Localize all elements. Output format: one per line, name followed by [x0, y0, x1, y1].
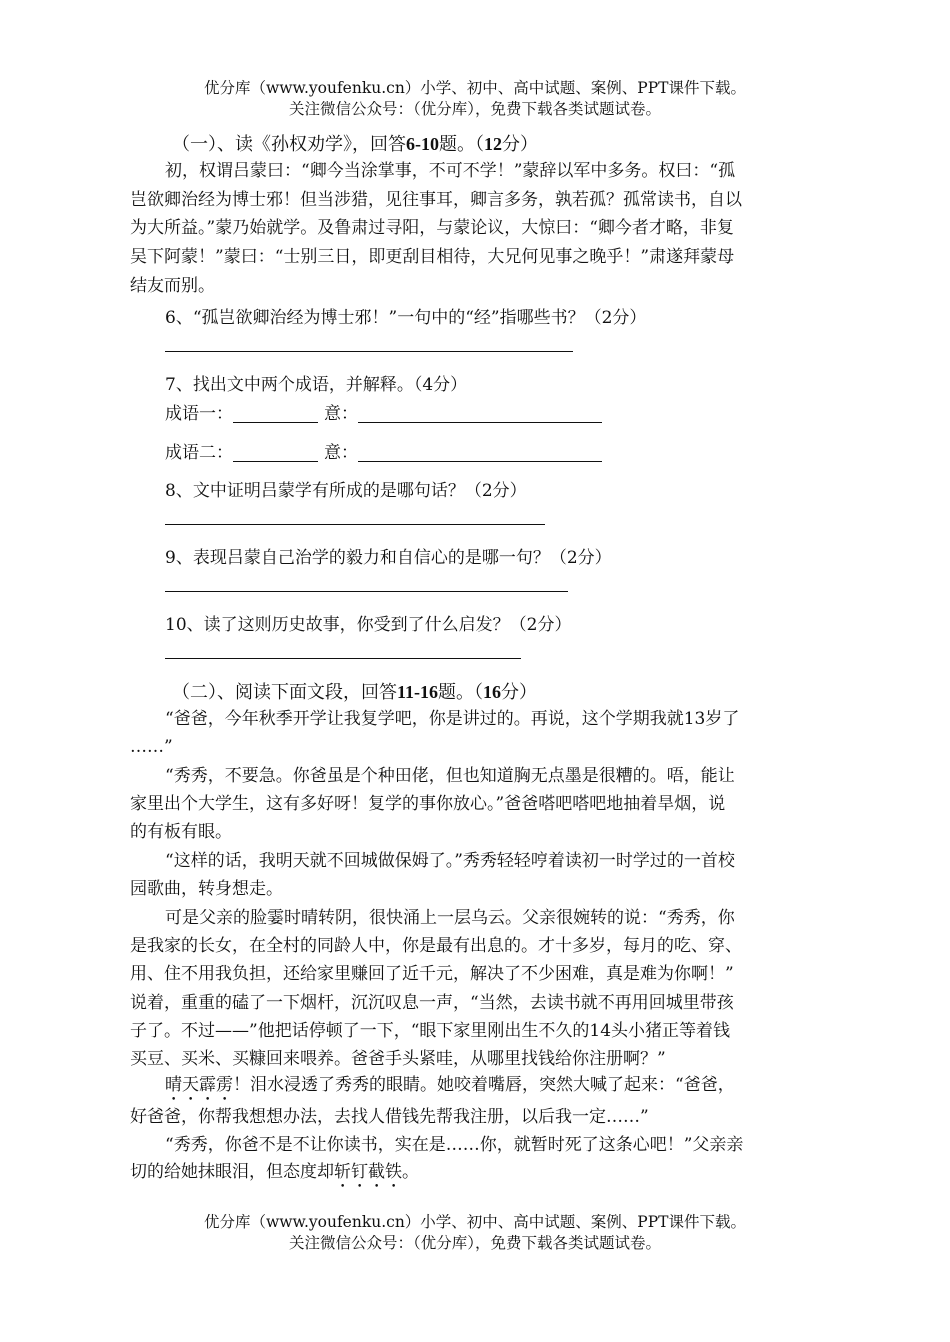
idiom-2-label: 成语二： [165, 443, 233, 463]
meaning-1-label: 意： [324, 404, 358, 424]
section-title-text: 题。（ [438, 682, 484, 703]
answer-line-q6[interactable] [165, 351, 573, 352]
question-range: 11-16 [397, 682, 439, 702]
passage-line: 为大所益。”蒙乃始就学。及鲁肃过寻阳，与蒙论议，大惊曰：“卿今者才略，非复 [130, 218, 734, 238]
passage-line: “爸爸，今年秋季开学让我复学吧，你是讲过的。再说，这个学期我就13岁了 [165, 709, 740, 729]
passage-line: 的有板有眼。 [130, 822, 232, 842]
emphasized-phrase: 晴天霹雳 [165, 1075, 233, 1095]
footer-line-2: 关注微信公众号：（优分库），免费下载各类试题试卷。 [288, 1234, 661, 1252]
answer-line-q10[interactable] [165, 658, 521, 659]
section-1-title [172, 132, 538, 157]
meaning-2-blank[interactable] [358, 443, 602, 462]
section-title-text: （二）、阅读下面文段，回答 [172, 682, 397, 703]
passage-line: 岂欲卿治经为博士邪！但当涉猎，见往事耳，卿言多务，孰若孤？孤常读书，自以 [130, 190, 742, 210]
passage-line: 说着，重重的磕了一下烟杆，沉沉叹息一声，“当然，去读书就不再用回城里带孩 [130, 993, 734, 1013]
header-line-2: 关注微信公众号：（优分库），免费下载各类试题试卷。 [288, 100, 661, 118]
section-score: 16 [483, 682, 502, 702]
passage-line: 子了。不过——”他把话停顿了一下，“眼下家里刚出生不久的14头小猪正等着钱 [130, 1021, 731, 1041]
passage-line: 买豆、买米、买糠回来喂养。爸爸手头紧哇，从哪里找钱给你注册啊？” [130, 1049, 666, 1069]
answer-line-q9[interactable] [165, 591, 568, 592]
passage-line [130, 1160, 419, 1192]
question-9: 9、表现吕蒙自己治学的毅力和自信心的是哪一句？（2分） [165, 548, 612, 568]
passage-line: 是我家的长女，在全村的同龄人中，你是最有出息的。才十多岁，每月的吃、穿、 [130, 936, 742, 956]
idiom-2-row [165, 441, 602, 465]
passage-line [165, 1073, 735, 1105]
question-7: 7、找出文中两个成语，并解释。（4分） [165, 375, 468, 395]
question-8: 8、文中证明吕蒙学有所成的是哪句话？（2分） [165, 481, 527, 501]
passage-line: 可是父亲的脸霎时晴转阴，很快涌上一层乌云。父亲很婉转的说：“秀秀，你 [165, 908, 735, 928]
passage-line: 家里出个大学生，这有多好呀！复学的事你放心。”爸爸嗒吧嗒吧地抽着旱烟，说 [130, 794, 726, 814]
section-title-text: 题。（ [439, 134, 484, 155]
section-title-text: 分） [502, 134, 538, 155]
passage-line: 好爸爸，你帮我想想办法，去找人借钱先帮我注册，以后我一定……” [130, 1107, 649, 1127]
passage-text: ！泪水浸透了秀秀的眼睛。她咬着嘴唇，突然大喊了起来：“爸爸， [233, 1075, 735, 1095]
passage-line: ……” [130, 737, 173, 757]
question-10: 10、读了这则历史故事，你受到了什么启发？（2分） [165, 615, 572, 635]
passage-line: 结友而别。 [130, 276, 215, 296]
section-title-text: 分） [501, 682, 538, 703]
passage-line: “这样的话，我明天就不回城做保姆了。”秀秀轻轻哼着读初一时学过的一首校 [165, 851, 735, 871]
answer-line-q8[interactable] [165, 524, 545, 525]
section-title-text: （一）、读《孙权劝学》，回答 [172, 134, 406, 155]
header-line-1: 优分库（www.youfenku.cn）小学、初中、高中试题、案例、PPT课件下载。 [203, 79, 747, 97]
idiom-1-row [165, 402, 602, 426]
footer-line-1: 优分库（www.youfenku.cn）小学、初中、高中试题、案例、PPT课件下载。 [203, 1213, 747, 1231]
passage-line: 用、住不用我负担，还给家里赚回了近千元，解决了不少困难，真是难为你啊！” [130, 964, 734, 984]
meaning-1-blank[interactable] [358, 404, 602, 423]
emphasized-phrase: 斩钉截铁 [334, 1162, 402, 1182]
passage-line: 初，权谓吕蒙曰：“卿今当涂掌事，不可不学！”蒙辞以军中多务。权曰：“孤 [165, 161, 736, 181]
passage-text: 切的给她抹眼泪，但态度却 [130, 1162, 334, 1182]
passage-line: “秀秀，你爸不是不让你读书，实在是……你，就暂时死了这条心吧！”父亲亲 [165, 1135, 744, 1155]
section-2-title [172, 680, 537, 705]
passage-text: 。 [402, 1162, 419, 1182]
passage-line: 吴下阿蒙！”蒙曰：“士别三日，即更刮目相待，大兄何见事之晚乎！”肃遂拜蒙母 [130, 247, 735, 267]
passage-line: “秀秀，不要急。你爸虽是个种田佬，但也知道胸无点墨是很糟的。唔，能让 [165, 766, 735, 786]
meaning-2-label: 意： [324, 443, 358, 463]
section-score: 12 [484, 134, 502, 154]
question-range: 6-10 [406, 134, 439, 154]
idiom-1-blank[interactable] [233, 404, 318, 423]
idiom-2-blank[interactable] [233, 443, 318, 462]
passage-line: 园歌曲，转身想走。 [130, 879, 283, 899]
idiom-1-label: 成语一： [165, 404, 233, 424]
question-6: 6、“孤岂欲卿治经为博士邪！”一句中的“经”指哪些书？（2分） [165, 308, 647, 328]
